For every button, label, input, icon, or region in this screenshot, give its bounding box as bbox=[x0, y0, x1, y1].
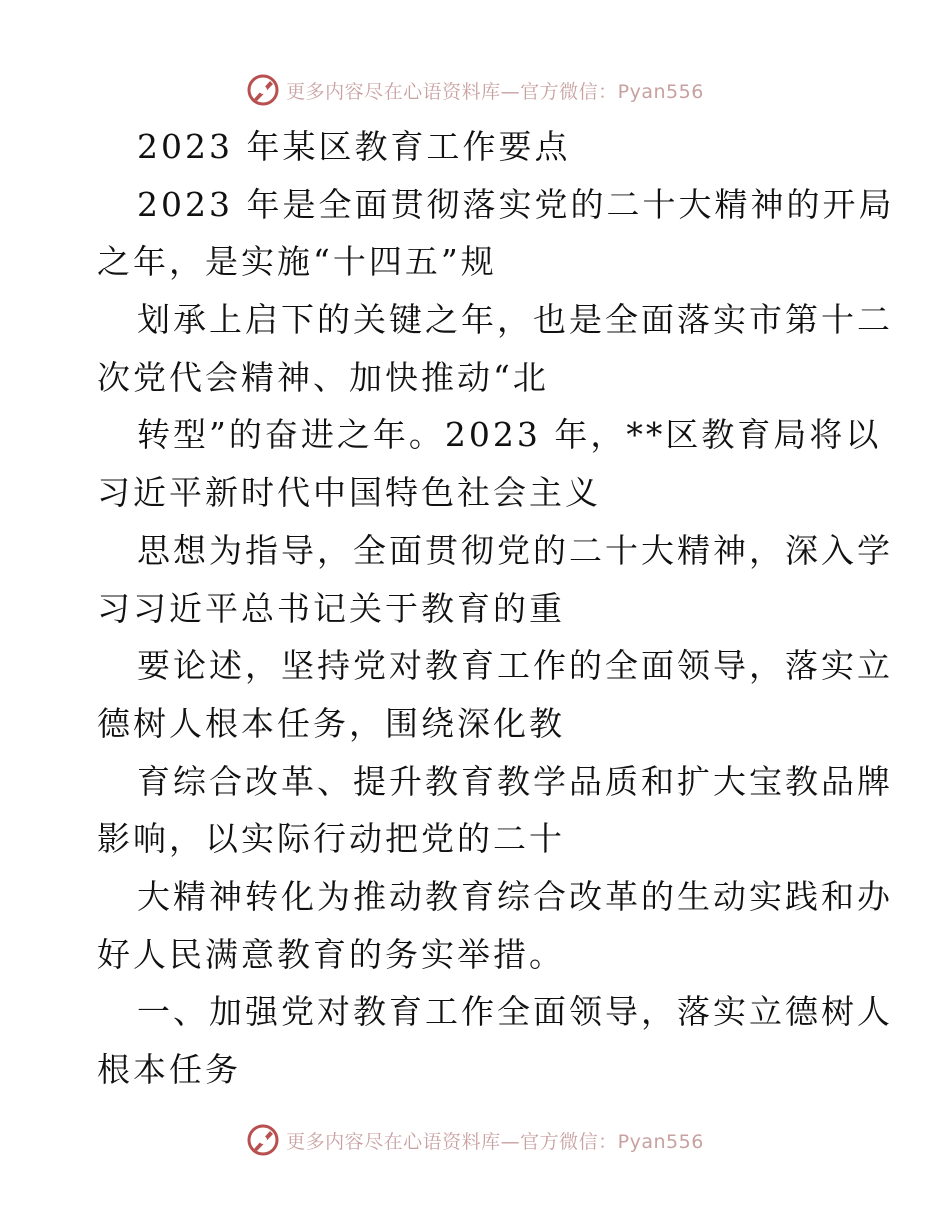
document-body bbox=[97, 118, 895, 1099]
quill-logo-icon bbox=[246, 73, 280, 107]
paragraph-line: 习近平新时代中国特色社会主义 bbox=[97, 473, 601, 513]
paragraph-line: 习习近平总书记关于教育的重 bbox=[97, 588, 565, 628]
header-banner bbox=[0, 70, 950, 110]
document-title: 2023 年某区教育工作要点 bbox=[137, 127, 571, 166]
header-banner-text: 更多内容尽在心语资料库—官方微信：Pyan556 bbox=[286, 80, 704, 103]
paragraph-line: 要论述，坚持党对教育工作的全面领导，落实立 bbox=[137, 646, 893, 686]
paragraph-line: 次党代会精神、加快推动“北 bbox=[97, 357, 549, 397]
paragraph-line: 转型”的奋进之年。2023 年，**区教育局将以 bbox=[137, 415, 882, 455]
footer-banner-text: 更多内容尽在心语资料库—官方微信：Pyan556 bbox=[286, 1130, 704, 1153]
paragraph-line: 2023 年是全面贯彻落实党的二十大精神的开局 bbox=[137, 184, 895, 224]
footer-banner bbox=[0, 1120, 950, 1160]
paragraph-line: 大精神转化为推动教育综合改革的生动实践和办 bbox=[137, 876, 893, 916]
paragraph-line: 划承上启下的关键之年，也是全面落实市第十二 bbox=[137, 300, 893, 340]
paragraph-line: 之年，是实施“十四五”规 bbox=[97, 242, 497, 282]
section-heading-line: 一、加强党对教育工作全面领导，落实立德树人 bbox=[137, 992, 893, 1032]
paragraph-line: 思想为指导，全面贯彻党的二十大精神，深入学 bbox=[137, 530, 893, 570]
paragraph-line: 影响，以实际行动把党的二十 bbox=[97, 819, 565, 859]
paragraph-line: 育综合改革、提升教育教学品质和扩大宝教品牌 bbox=[137, 761, 893, 801]
paragraph-line: 好人民满意教育的务实举措。 bbox=[97, 934, 565, 974]
paragraph-line: 德树人根本任务，围绕深化教 bbox=[97, 703, 565, 743]
section-heading-line: 根本任务 bbox=[97, 1050, 241, 1089]
quill-logo-icon bbox=[246, 1123, 280, 1157]
